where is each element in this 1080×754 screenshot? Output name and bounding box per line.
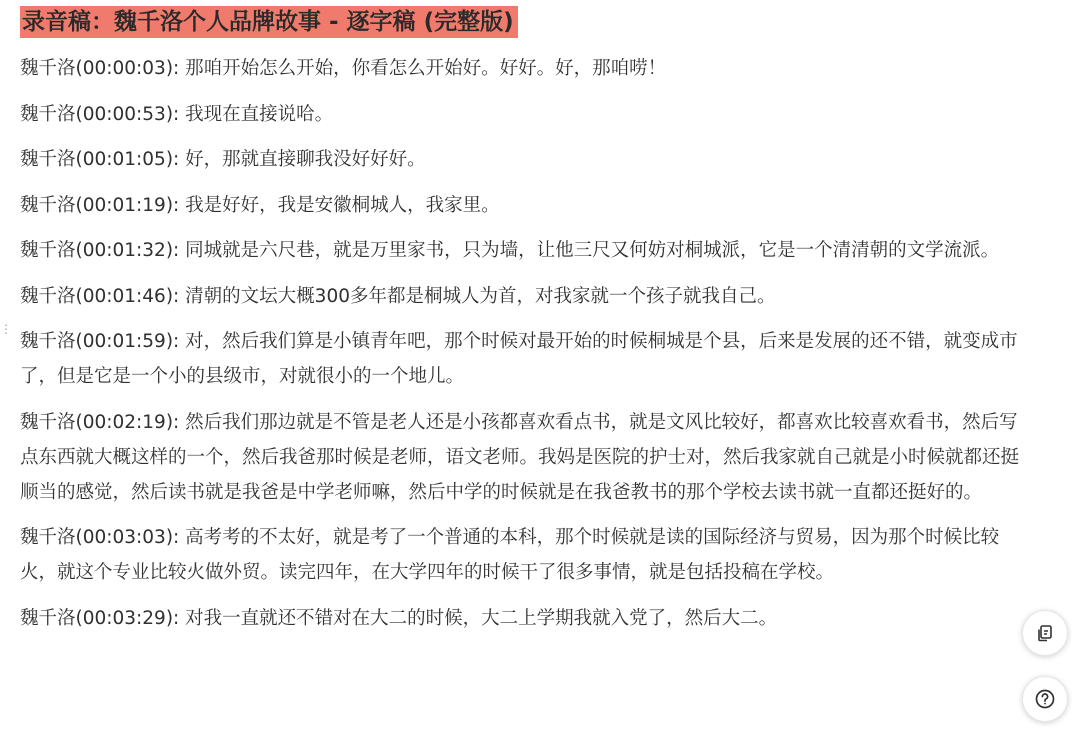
timestamp: (00:01:19) — [75, 194, 174, 216]
entry-text: 那咱开始怎么开始，你看怎么开始好。好好。好，那咱唠！ — [185, 58, 667, 79]
transcript-entry: 魏千洛(00:01:19): 我是好好，我是安徽桐城人，我家里。 — [20, 194, 500, 216]
copy-document-icon — [1035, 623, 1055, 643]
speaker-name: 魏千洛 — [20, 285, 76, 307]
entry-text: 清朝的文坛大概300多年都是桐城人为首，对我家就一个孩子就我自己。 — [185, 285, 776, 307]
timestamp: (00:01:46) — [75, 285, 174, 307]
speaker-name: 魏千洛 — [20, 240, 76, 261]
copy-document-button[interactable] — [1022, 610, 1068, 656]
transcript-entry: 魏千洛(00:01:59): 对，然后我们算是小镇青年吧，那个时候对最开始的时候桐城是个县，后来是发展的还不错，就变成市了，但是它是一个小的县级市，对就很小的一个地儿。 — [20, 331, 1018, 387]
speaker-name: 魏千洛 — [20, 149, 76, 170]
transcript-entry: 魏千洛(00:01:32): 同城就是六尺巷，就是万里家书，只为墙，让他三尺又何妨对桐城派，它是一个清清朝的文学流派。 — [20, 240, 1000, 261]
speaker-name: 魏千洛 — [20, 194, 76, 216]
speaker-name: 魏千洛 — [20, 411, 76, 433]
entry-text: 好，那就直接聊我没好好好。 — [185, 149, 426, 170]
entry-text: 高考考的不太好，就是考了一个普通的本科，那个时候就是读的国际经济与贸易，因为那个时候比较火，就这个专业比较火做外贸。读完四年，在大学四年的时候干了很多事情，就是包括投稿在学校。 — [20, 527, 1000, 583]
timestamp: (00:00:53) — [75, 103, 174, 125]
transcript-entry: 魏千洛(00:03:29): 对我一直就还不错对在大二的时候，大二上学期我就入党了，然后大二。 — [20, 607, 778, 629]
timestamp: (00:02:19) — [75, 411, 174, 433]
timestamp: (00:00:03) — [75, 58, 174, 79]
speaker-name: 魏千洛 — [20, 103, 76, 125]
speaker-name: 魏千洛 — [20, 331, 76, 352]
entry-text: 同城就是六尺巷，就是万里家书，只为墙，让他三尺又何妨对桐城派，它是一个清清朝的文学流派。 — [185, 240, 1000, 261]
timestamp: (00:01:32) — [75, 240, 174, 261]
transcript-entry: 魏千洛(00:01:46): 清朝的文坛大概300多年都是桐城人为首，对我家就一个孩子就我自己。 — [20, 285, 776, 307]
entry-text: 对我一直就还不错对在大二的时候，大二上学期我就入党了，然后大二。 — [185, 607, 778, 629]
entry-text: 然后我们那边就是不管是老人还是小孩都喜欢看点书，就是文风比较好，都喜欢比较喜欢看书，然后写点东西就大概这样的一个，然后我爸那时候是老师，语文老师。我妈是医院的护士对，然后我家就自己就是小时候就都还挺顺当的感觉，然后读书就是我爸是中学老师嘛，然后中学的时候就是在我爸教书的那个学校去读书就一直都还挺好的。 — [20, 411, 1020, 503]
timestamp: (00:01:05) — [75, 149, 174, 170]
transcript-entry: 魏千洛(00:00:53): 我现在直接说哈。 — [20, 103, 334, 125]
help-question-icon — [1034, 688, 1056, 710]
entry-text: 对，然后我们算是小镇青年吧，那个时候对最开始的时候桐城是个县，后来是发展的还不错，就变成市了，但是它是一个小的县级市，对就很小的一个地儿。 — [20, 331, 1018, 387]
speaker-name: 魏千洛 — [20, 607, 76, 629]
document-title: 录音稿：魏千洛个人品牌故事 - 逐字稿 (完整版) — [20, 6, 518, 38]
drag-handle-icon[interactable]: ⋮ — [0, 322, 12, 336]
speaker-name: 魏千洛 — [20, 58, 76, 79]
transcript-entries — [20, 51, 1020, 636]
transcript-document — [20, 0, 1020, 646]
entry-text: 我现在直接说哈。 — [185, 103, 334, 125]
transcript-entry: 魏千洛(00:00:03): 那咱开始怎么开始，你看怎么开始好。好好。好，那咱唠！ — [20, 58, 667, 79]
transcript-entry: 魏千洛(00:03:03): 高考考的不太好，就是考了一个普通的本科，那个时候就是读的国际经济与贸易，因为那个时候比较火，就这个专业比较火做外贸。读完四年，在大学四年的时候干了很多事情，就是包括投稿在学校。 — [20, 527, 1000, 583]
transcript-entry: 魏千洛(00:02:19): 然后我们那边就是不管是老人还是小孩都喜欢看点书，就是文风比较好，都喜欢比较喜欢看书，然后写点东西就大概这样的一个，然后我爸那时候是老师，语文老师。我妈是医院的护士对，然后我家就自己就是小时候就都还挺顺当的感觉，然后读书就是我爸是中学老师嘛，然后中学的时候就是在我爸教书的那个学校去读书就一直都还挺好的。 — [20, 411, 1020, 503]
timestamp: (00:01:59) — [75, 331, 174, 352]
entry-text: 我是好好，我是安徽桐城人，我家里。 — [185, 194, 500, 216]
speaker-name: 魏千洛 — [20, 527, 76, 548]
timestamp: (00:03:03) — [75, 527, 174, 548]
help-button[interactable] — [1022, 676, 1068, 722]
transcript-entry: 魏千洛(00:01:05): 好，那就直接聊我没好好好。 — [20, 149, 426, 170]
timestamp: (00:03:29) — [75, 607, 174, 629]
